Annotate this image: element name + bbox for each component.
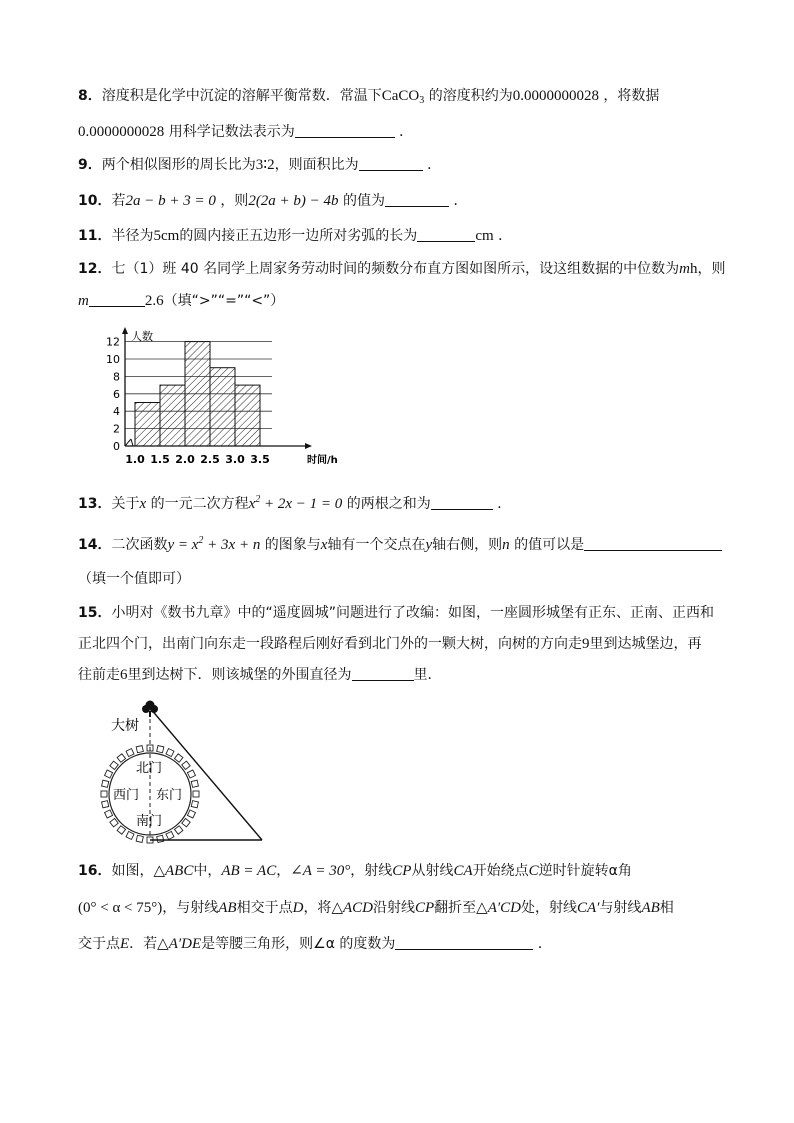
q14-var-n: n: [502, 537, 510, 553]
histogram-chart: [100, 326, 340, 471]
castle-wall-tooth: [157, 746, 164, 753]
q12-text: 七（1）班 40 名同学上周家务劳动时间的频数分布直方图如图所示，设这组数据的中位数为: [111, 261, 680, 277]
q16-l2-g: 与射线: [599, 900, 642, 916]
q15-text-3b: 里到达树下．则该城堡的外围直径为: [127, 667, 352, 683]
castle-wall-tooth: [193, 791, 199, 797]
castle-wall-tooth: [187, 810, 195, 818]
q16-line1: [78, 861, 632, 881]
q12-var-m: m: [679, 261, 690, 277]
q16-l2-d: 沿射线: [372, 900, 415, 916]
east-gate-label: 东门: [156, 788, 183, 803]
q8-number: 8．: [78, 88, 102, 104]
q16-l1-f: 开始绕点: [472, 863, 529, 879]
q10-number: 10．: [78, 193, 112, 209]
castle-wall-tooth: [136, 835, 143, 842]
castle-wall-tooth: [105, 770, 113, 778]
x-tick-label: 3.0: [225, 453, 245, 466]
y-tick-label: 8: [113, 370, 120, 384]
castle-wall-tooth: [191, 780, 198, 787]
axis-break-2: [131, 439, 133, 446]
q8-answer-blank[interactable]: [295, 123, 395, 138]
q9-ratio: 3∶2: [255, 157, 275, 173]
q8-text-d: 用科学记数法表示为: [168, 124, 295, 140]
q16-number: 16．: [78, 863, 112, 879]
q16-l2-c: ，将: [303, 900, 332, 916]
q15-line1: [78, 603, 714, 623]
histogram-bar: [235, 385, 260, 446]
q16-triangle: △ABC: [153, 863, 194, 879]
q8-formula: CaCO$_3$: [381, 88, 425, 106]
histogram-bar: [185, 342, 210, 446]
castle-wall-tooth: [166, 749, 174, 757]
q13-end: ．: [497, 496, 512, 512]
q16-cp2: CP: [414, 900, 435, 916]
q13-equation: $x^2 + 2x - 1 = 0$: [248, 494, 343, 512]
castle-wall-tooth: [136, 746, 143, 753]
q14-text-a: 二次函数: [111, 537, 168, 553]
castle-wall-tooth: [157, 835, 164, 842]
q13-answer-blank[interactable]: [431, 495, 493, 510]
q9-answer-blank[interactable]: [359, 156, 423, 171]
q13-text-b: 的一元二次方程: [150, 496, 249, 512]
tree-label: 大树: [111, 718, 139, 734]
q16-end: ．: [537, 936, 552, 952]
q16-ab: AB: [218, 900, 237, 916]
q13-text-c: 的两根之和为: [346, 496, 431, 512]
q16-line3: [78, 934, 552, 954]
q14-answer-blank[interactable]: [584, 536, 722, 551]
q16-ca: CA: [453, 863, 473, 879]
q9-number: 9．: [78, 157, 102, 173]
q11-text-a: 半径为: [111, 228, 154, 244]
y-tick-label: 0: [113, 440, 120, 453]
q9-line: [78, 155, 441, 175]
q16-cp: CP: [392, 863, 412, 879]
q16-l1-e: 从射线: [411, 863, 454, 879]
q8-text-b: 的溶度积约为: [428, 88, 513, 104]
q14-line1: [78, 535, 722, 555]
q8-line2: [78, 122, 413, 142]
castle-wall-tooth: [174, 826, 182, 834]
x-axis-arrow: [305, 443, 312, 449]
q12-hint: （填“>”“=”“<”）: [163, 293, 285, 309]
q13-line: [78, 494, 511, 514]
q12-unit-h: h: [689, 261, 698, 277]
q16-range: (0° < α < 75°): [78, 900, 163, 916]
q16-acd2: △A′CD: [476, 900, 521, 916]
castle-wall-tooth: [105, 810, 113, 818]
q12-text-end: ，则: [697, 261, 726, 277]
q10-equation: 2a − b + 3 = 0: [125, 193, 216, 209]
q14-text-b: 的图象与: [264, 537, 321, 553]
q16-l1-a: 如图，: [111, 863, 154, 879]
q15-line3: [78, 665, 442, 685]
q16-ab2: AB: [641, 900, 660, 916]
q15-n6: 6: [120, 667, 128, 683]
x-tick-label: 1.5: [150, 453, 170, 466]
castle-wall-tooth: [187, 770, 195, 778]
q10-line: [78, 191, 467, 211]
q10-text-a: 若: [111, 193, 126, 209]
q8-line1: [78, 86, 659, 106]
q16-acd: △ACD: [331, 900, 373, 916]
castle-wall-tooth: [117, 754, 125, 762]
q8-end: ．: [399, 124, 414, 140]
q15-text-3-end: 里．: [413, 667, 442, 683]
castle-wall-tooth: [182, 818, 190, 826]
histogram-bar: [160, 385, 185, 446]
castle-wall-tooth: [110, 818, 118, 826]
q16-l2-h: 相: [659, 900, 674, 916]
q12-var-m2: m: [78, 293, 89, 309]
q16-l3-a: 交于点: [78, 936, 120, 952]
q8-value2: 0.0000000028: [78, 124, 165, 140]
q16-l1-b: 中，: [193, 863, 222, 879]
y-tick-label: 12: [106, 335, 120, 349]
north-gate-label: 北门: [136, 761, 163, 776]
castle-wall-tooth: [174, 754, 182, 762]
x-tick-label: 2.5: [200, 453, 220, 466]
q15-answer-blank[interactable]: [352, 666, 414, 681]
histogram-bar: [210, 368, 235, 446]
west-gate-label: 西门: [113, 788, 140, 803]
q14-line2: [78, 569, 190, 589]
q14-function: $y = x^2 + 3x + n$: [167, 535, 261, 553]
q12-answer-blank[interactable]: [89, 292, 145, 307]
q16-eq1: AB = AC: [221, 863, 277, 879]
q15-text-1: 小明对《数书九章》中的“遥度圆城”问题进行了改编：如图，一座圆形城堡有正东、正南、正西和: [111, 605, 714, 621]
q15-text-3a: 往前走: [78, 667, 120, 683]
x-tick-label: 3.5: [250, 453, 270, 466]
q11-radius: 5cm: [153, 228, 180, 244]
q14-hint: （填一个值即可）: [78, 571, 190, 587]
q15-text-2: 正北四个门，出南门向东走一段路程后刚好看到北门外的一颗大树，向树的方向走: [78, 636, 582, 652]
q13-var-x: x: [139, 496, 147, 512]
q14-var-x: x: [320, 537, 328, 553]
q16-l2-a: ，与射线: [162, 900, 219, 916]
q15-text-2-end: 里到达城堡边，再: [589, 636, 702, 652]
q16-line2: [78, 898, 674, 918]
q9-end: ．: [427, 157, 442, 173]
histogram-bar: [135, 403, 160, 447]
q16-l1-c: ，: [276, 863, 291, 879]
q14-number: 14．: [78, 537, 112, 553]
y-tick-label: 6: [113, 387, 120, 401]
castle-wall-tooth: [182, 761, 190, 769]
q16-l1-g: 逆时针旋转α角: [538, 863, 632, 879]
castle-wall-tooth: [110, 761, 118, 769]
south-gate-label: 南门: [136, 814, 163, 829]
q14-text-c: 轴有一个交点在: [327, 537, 426, 553]
q16-ade: △A′DE: [157, 936, 202, 952]
q9-text-b: ，则面积比为: [274, 157, 359, 173]
y-tick-label: 4: [113, 405, 120, 419]
y-axis-arrow: [122, 327, 128, 334]
q16-c: C: [528, 863, 539, 879]
q14-var-y: y: [425, 537, 433, 553]
castle-wall-tooth: [101, 791, 107, 797]
q10-expression: 2(2a + b) − 4b: [248, 193, 339, 209]
q16-l1-d: ，射线: [350, 863, 393, 879]
castle-wall-tooth: [166, 831, 174, 839]
q8-text-a: 溶度积是化学中沉淀的溶解平衡常数．常温下: [101, 88, 382, 104]
castle-wall-tooth: [126, 831, 134, 839]
y-tick-label: 10: [106, 353, 120, 366]
q16-l2-e: 翻折至: [434, 900, 477, 916]
q13-number: 13．: [78, 496, 112, 512]
q16-d: D: [292, 900, 304, 916]
q11-number: 11．: [78, 228, 112, 244]
castle-wall-tooth: [191, 801, 198, 808]
q16-l2-b: 相交于点: [236, 900, 293, 916]
x-tick-label: 2.0: [175, 453, 195, 466]
q9-text-a: 两个相似图形的周长比为: [101, 157, 256, 173]
q16-answer-blank[interactable]: [395, 935, 533, 950]
q15-number: 15．: [78, 605, 112, 621]
y-tick-label: 2: [113, 422, 120, 436]
castle-wall-tooth: [117, 826, 125, 834]
castle-figure: [98, 700, 268, 845]
q12-line2: [78, 291, 284, 311]
q14-text-e: 的值可以是: [514, 537, 585, 553]
q10-text-b: ，则: [220, 193, 249, 209]
q16-l3-b: ．若: [129, 936, 158, 952]
axis-break-1: [125, 439, 131, 446]
q16-ca2: CA′: [576, 900, 600, 916]
castle-wall-tooth: [126, 749, 134, 757]
q11-answer-blank[interactable]: [417, 227, 475, 242]
x-axis-label: 时间/h: [307, 455, 338, 466]
q8-value: 0.0000000028: [512, 88, 599, 104]
q16-angle: ∠A = 30°: [290, 863, 351, 879]
q11-unit: cm: [475, 228, 494, 244]
castle-wall-tooth: [102, 780, 109, 787]
x-tick-label: 1.0: [125, 453, 145, 466]
q16-l3-c: 是等腰三角形，则∠α 的度数为: [201, 936, 396, 952]
q12-value: 2.6: [144, 293, 164, 309]
q16-l2-f: 处，射线: [520, 900, 577, 916]
castle-wall-tooth: [102, 801, 109, 808]
q16-e: E: [120, 936, 130, 952]
y-axis-label: 人数: [131, 330, 153, 343]
q11-line: [78, 226, 512, 246]
q12-line1: [78, 259, 725, 279]
q10-text-c: 的值为: [343, 193, 385, 209]
q11-text-b: 的圆内接正五边形一边所对劣弧的长为: [179, 228, 418, 244]
q14-text-d: 轴右侧，则: [432, 537, 503, 553]
q13-text-a: 关于: [111, 496, 140, 512]
q15-n9: 9: [582, 636, 590, 652]
q10-end: ．: [453, 193, 468, 209]
q10-answer-blank[interactable]: [385, 192, 449, 207]
q8-text-c: ，将数据: [603, 88, 660, 104]
q11-end: ．: [498, 228, 513, 244]
q15-line2: [78, 634, 702, 654]
q12-number: 12．: [78, 261, 112, 277]
